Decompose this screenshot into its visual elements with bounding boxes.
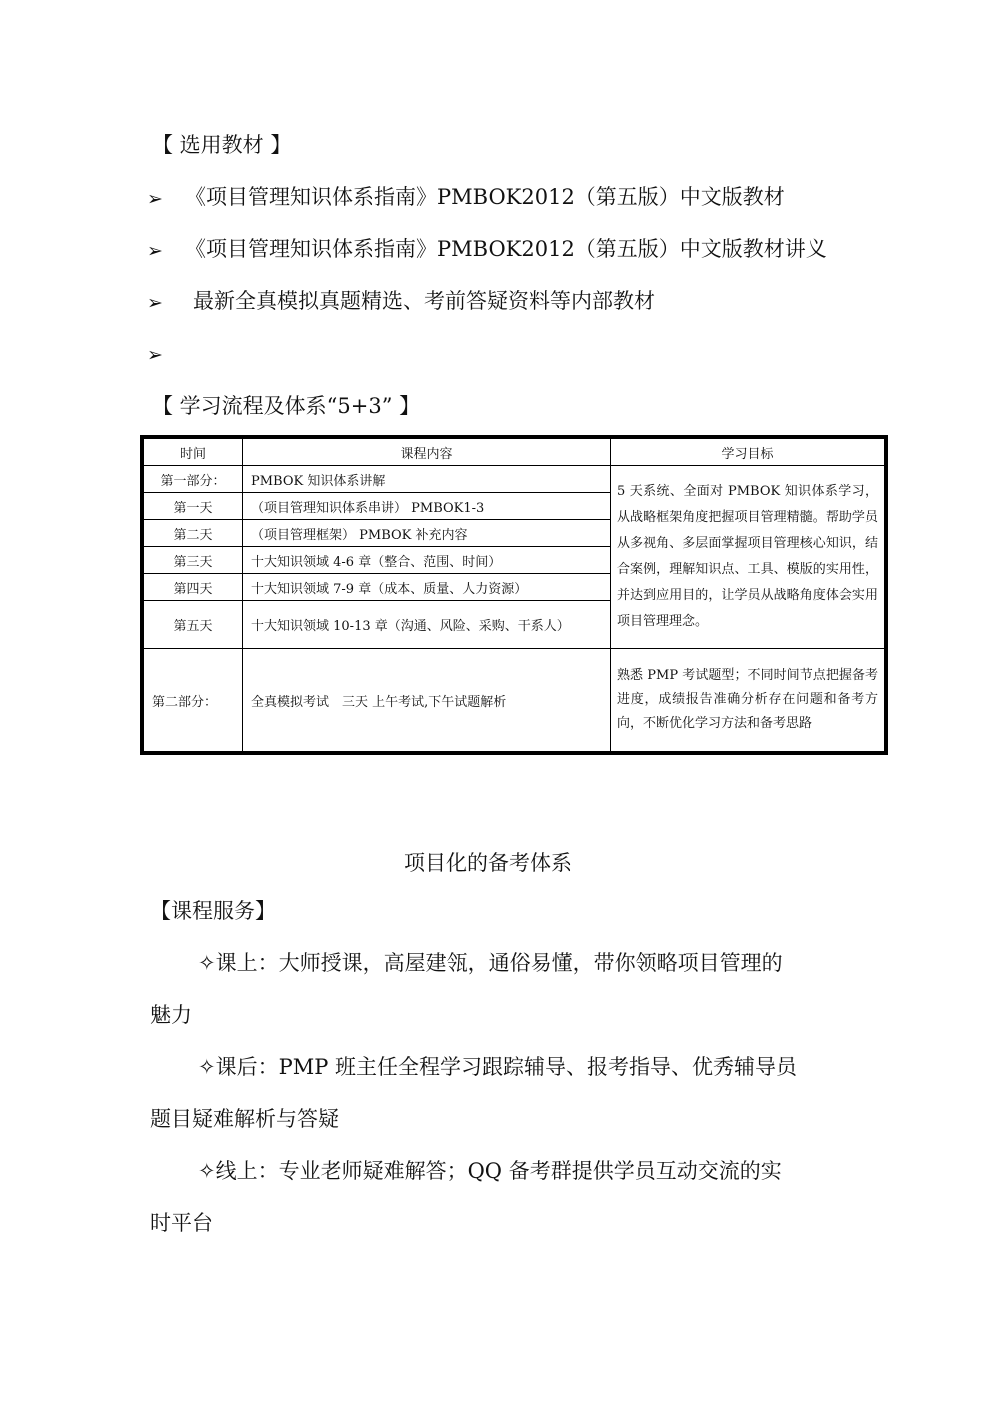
row-content: 十大知识领域 10-13 章（沟通、风险、采购、干系人） [243, 601, 611, 649]
row-time: 第三天 [144, 547, 243, 574]
row-time: 第一部分： [144, 466, 243, 493]
process-heading: 【 学习流程及体系“5+3” 】 [152, 394, 421, 418]
service-line: ✧课后：PMP 班主任全程学习跟踪辅导、报考指导、优秀辅导员 [198, 1055, 798, 1079]
materials-heading: 【 选用教材 】 [152, 133, 292, 157]
material-item: 《项目管理知识体系指南》PMBOK2012（第五版）中文版教材 [185, 185, 785, 209]
service-heading: 【课程服务】 [150, 899, 276, 923]
bullet-arrow-icon: ➢ [147, 344, 163, 366]
service-line: 题目疑难解析与答疑 [150, 1107, 339, 1131]
bullet-arrow-icon: ➢ [147, 292, 163, 314]
table-row [144, 466, 885, 493]
service-line: 魅力 [150, 1003, 192, 1027]
material-item: 《项目管理知识体系指南》PMBOK2012（第五版）中文版教材讲义 [185, 237, 827, 261]
row-content: （项目管理知识体系串讲） PMBOK1-3 [243, 493, 611, 520]
material-item: 最新全真模拟真题精选、考前答疑资料等内部教材 [193, 289, 655, 313]
row-content: 十大知识领域 4-6 章（整合、范围、时间） [243, 547, 611, 574]
row-content: （项目管理框架） PMBOK 补充内容 [243, 520, 611, 547]
header-content: 课程内容 [243, 439, 611, 466]
row-content: 全真模拟考试 三天 上午考试,下午试题解析 [243, 649, 611, 752]
row-time: 第五天 [144, 601, 243, 649]
table-row-part2 [144, 649, 885, 752]
bullet-arrow-icon: ➢ [147, 240, 163, 262]
header-time: 时间 [144, 439, 243, 466]
row-content: PMBOK 知识体系讲解 [243, 466, 611, 493]
bullet-arrow-icon: ➢ [147, 188, 163, 210]
study-process-table [140, 435, 888, 755]
service-line: ✧线上：专业老师疑难解答；QQ 备考群提供学员互动交流的实 [198, 1159, 782, 1183]
table-header-row [144, 439, 885, 466]
service-line: ✧课上：大师授课，高屋建瓴，通俗易懂，带你领略项目管理的 [198, 951, 783, 975]
system-title: 项目化的备考体系 [404, 851, 572, 875]
header-goal: 学习目标 [611, 439, 885, 466]
goal-part2: 熟悉 PMP 考试题型；不同时间节点把握备考进度，成绩报告准确分析存在问题和备考方向，不断优化学习方法和备考思路 [611, 649, 885, 752]
goal-part1: 5 天系统、全面对 PMBOK 知识体系学习，从战略框架角度把握项目管理精髓。帮助学员从多视角、多层面掌握项目管理核心知识，结合案例，理解知识点、工具、模版的实用性，并达到应用目的，让学员从战略角度体会实用项目管理理念。 [611, 466, 885, 649]
row-time: 第二天 [144, 520, 243, 547]
service-line: 时平台 [150, 1211, 213, 1235]
row-content: 十大知识领域 7-9 章（成本、质量、人力资源） [243, 574, 611, 601]
row-time: 第一天 [144, 493, 243, 520]
row-time: 第四天 [144, 574, 243, 601]
row-time: 第二部分： [144, 649, 243, 752]
